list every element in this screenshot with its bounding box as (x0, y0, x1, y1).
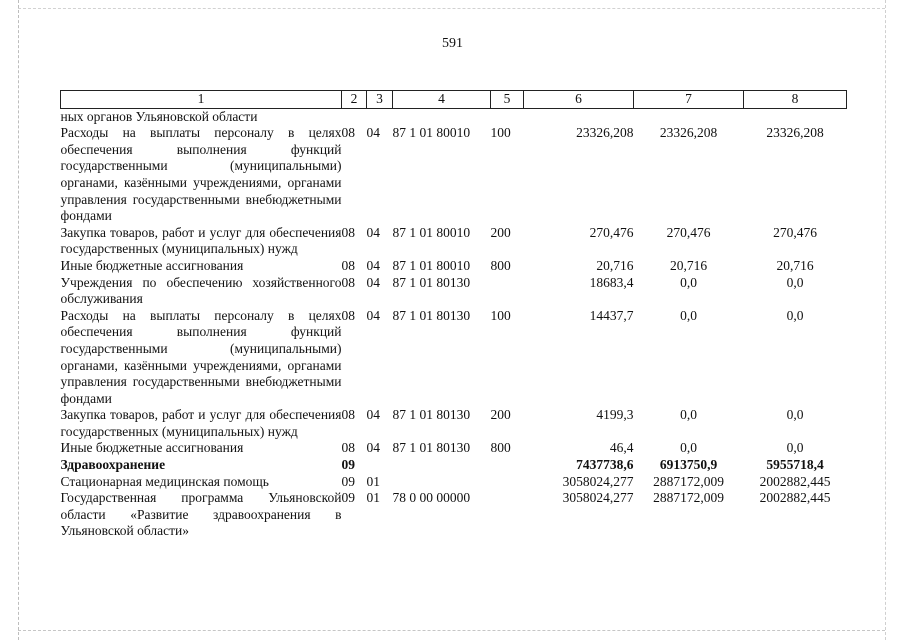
header-col-1: 1 (61, 91, 342, 109)
row-name: Расходы на выплаты персоналу в целях обеспечения выполнения функций государственными (муниципальными) органами, казёнными учреждениями, органами управления государственными внебюджетными фондами (60, 307, 342, 406)
row-subsection: 01 (366, 473, 380, 489)
row-target-code: 87 1 01 80010 (392, 224, 471, 240)
row-target-code: 87 1 01 80130 (392, 307, 471, 323)
row-target-code (393, 474, 491, 491)
header-col-3: 3 (367, 91, 393, 109)
header-col-6: 6 (524, 91, 634, 109)
row-value-8: 20,716 (776, 257, 814, 273)
row-name: Учреждения по обеспечению хозяйственного обслуживания (60, 274, 342, 307)
row-value-6 (524, 108, 634, 125)
page-number: 591 (442, 36, 463, 51)
row-target-code: 87 1 01 80130 (392, 440, 471, 456)
row-target-code: 78 0 00 00000 (392, 490, 471, 506)
row-value-7: 270,476 (666, 224, 711, 240)
row-value-6: 14437,7 (589, 307, 634, 323)
header-col-5: 5 (491, 91, 524, 109)
row-section: 08 (341, 125, 355, 141)
row-section: 09 (341, 490, 355, 506)
row-name: ных органов Ульяновской области (60, 108, 258, 124)
row-section: 09 (341, 457, 355, 473)
row-subsection: 04 (366, 440, 380, 456)
row-value-6: 20,716 (596, 257, 634, 273)
row-subsection: 01 (366, 490, 380, 506)
row-subsection: 04 (366, 125, 380, 141)
table-row (61, 407, 847, 440)
row-expense-type: 200 (490, 407, 511, 423)
header-col-8: 8 (744, 91, 847, 109)
scan-edge-bottom (18, 630, 885, 632)
row-expense-type: 200 (490, 224, 511, 240)
header-col-2: 2 (342, 91, 367, 109)
budget-table (60, 90, 847, 540)
row-value-7: 2887172,009 (653, 490, 724, 506)
header-col-4: 4 (393, 91, 491, 109)
row-section: 09 (341, 473, 355, 489)
row-value-6: 4199,3 (596, 407, 634, 423)
row-subsection: 04 (366, 274, 380, 290)
row-value-8: 5955718,4 (766, 457, 824, 473)
table-row-section-total (61, 457, 847, 474)
table-row (61, 125, 847, 225)
row-target-code: 87 1 01 80010 (392, 257, 471, 273)
row-value-7: 2887172,009 (653, 473, 724, 489)
row-value-8: 0,0 (786, 407, 804, 423)
scan-edge-right (885, 0, 887, 640)
row-target-code: 87 1 01 80130 (392, 274, 471, 290)
row-value-7: 0,0 (680, 307, 697, 323)
row-value-8: 0,0 (786, 440, 804, 456)
row-section (342, 108, 367, 125)
scan-edge-top (18, 8, 885, 10)
row-expense-type (491, 108, 524, 125)
table-row (61, 258, 847, 275)
row-value-6: 3058024,277 (562, 473, 634, 489)
row-value-6: 3058024,277 (562, 490, 634, 506)
row-expense-type: 100 (490, 125, 511, 141)
row-value-8: 0,0 (786, 307, 804, 323)
row-value-7: 20,716 (669, 257, 708, 273)
row-value-6: 7437738,6 (576, 457, 634, 473)
row-value-7: 6913750,9 (659, 457, 718, 473)
row-value-6: 46,4 (609, 440, 634, 456)
row-subsection: 04 (366, 307, 380, 323)
row-value-6: 270,476 (589, 224, 634, 240)
row-expense-type (491, 275, 524, 308)
table-row (61, 474, 847, 491)
row-value-8: 0,0 (786, 274, 804, 290)
row-name: Расходы на выплаты персоналу в целях обеспечения выполнения функций государственными (муниципальными) органами, казёнными учреждениями, органами управления государственными внебюджетными фондами (60, 125, 342, 224)
row-expense-type: 100 (490, 307, 511, 323)
table-row (61, 108, 847, 125)
row-name: Закупка товаров, работ и услуг для обеспечения государственных (муниципальных) нужд (60, 407, 342, 439)
row-value-7 (634, 108, 744, 125)
table-row (61, 275, 847, 308)
row-section: 08 (341, 440, 355, 456)
row-value-8: 2002882,445 (759, 473, 831, 489)
row-section: 08 (341, 274, 355, 290)
row-target-code: 87 1 01 80010 (392, 125, 471, 141)
row-target-code: 87 1 01 80130 (392, 407, 471, 423)
row-value-7: 23326,208 (659, 125, 718, 141)
row-name: Стационарная медицинская помощь (60, 473, 269, 489)
row-value-6: 18683,4 (589, 274, 634, 290)
row-name: Иные бюджетные ассигнования (60, 440, 244, 456)
row-value-8 (744, 108, 847, 125)
table-header-row (61, 91, 847, 109)
row-subsection: 04 (366, 407, 380, 423)
row-subsection: 04 (366, 224, 380, 240)
row-value-8: 2002882,445 (759, 490, 831, 506)
row-expense-type: 800 (490, 440, 511, 456)
row-expense-type (491, 490, 524, 540)
row-subsection (367, 457, 393, 474)
row-subsection (367, 108, 393, 125)
row-name: Государственная программа Ульяновской области «Развитие здравоохранения в Ульяновской области» (60, 490, 342, 539)
row-value-7: 0,0 (680, 440, 697, 456)
row-expense-type (491, 474, 524, 491)
row-subsection: 04 (366, 257, 380, 273)
row-expense-type: 800 (490, 257, 511, 273)
row-name: Здравоохранение (60, 457, 166, 473)
row-value-7: 0,0 (680, 274, 697, 290)
table-row (61, 490, 847, 540)
row-name: Закупка товаров, работ и услуг для обеспечения государственных (муниципальных) нужд (60, 224, 342, 257)
row-target-code (393, 108, 491, 125)
row-value-7: 0,0 (680, 407, 697, 423)
row-expense-type (491, 457, 524, 474)
row-value-8: 270,476 (773, 224, 817, 240)
row-target-code (393, 457, 491, 474)
row-name: Иные бюджетные ассигнования (60, 257, 244, 273)
header-col-7: 7 (634, 91, 744, 109)
table-row (61, 308, 847, 408)
row-value-8: 23326,208 (766, 125, 824, 141)
row-value-6: 23326,208 (576, 125, 634, 141)
row-section: 08 (341, 407, 355, 423)
table-row (61, 225, 847, 258)
table-row (61, 440, 847, 457)
scan-edge-left (18, 0, 20, 640)
row-section: 08 (341, 307, 355, 323)
row-section: 08 (341, 224, 355, 240)
row-section: 08 (341, 257, 355, 273)
